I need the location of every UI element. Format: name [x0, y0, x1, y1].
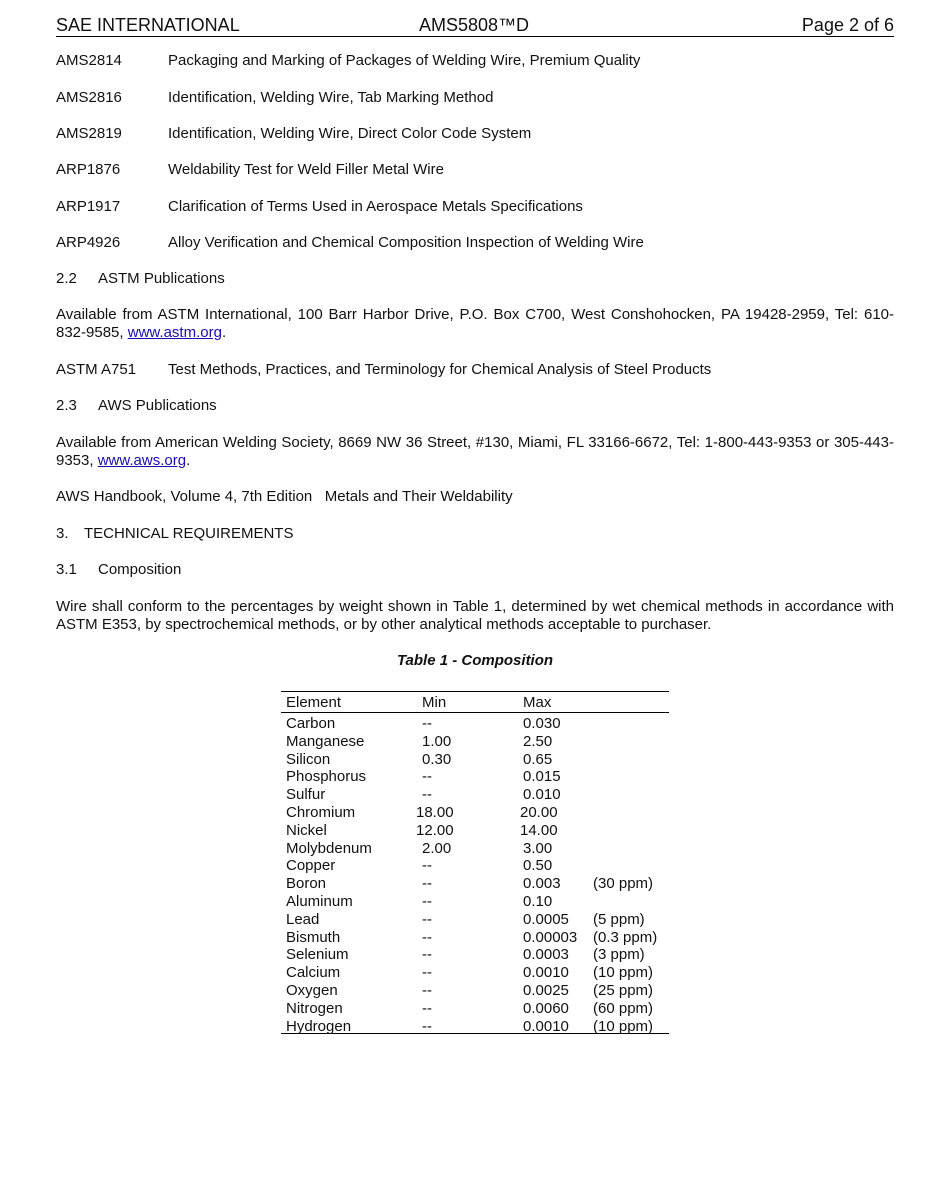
section-number: 3. [56, 525, 69, 542]
section-heading-3 [56, 525, 293, 542]
cell-min: -- [422, 875, 432, 893]
cell-ppm: (60 ppm) [593, 999, 654, 1017]
cell-ppm: (25 ppm) [593, 981, 654, 999]
cell-element: Hydrogen [286, 1017, 352, 1035]
table-row [281, 766, 669, 784]
cell-max: 0.0010 [523, 964, 569, 982]
cell-min: 18.00 [416, 803, 454, 821]
table-row [281, 731, 669, 749]
cell-element: Manganese [286, 732, 365, 750]
cell-max: 0.030 [523, 715, 561, 732]
cell-element: Nitrogen [286, 999, 343, 1017]
cell-element: Sulfur [286, 786, 326, 804]
table-header-row [281, 692, 669, 713]
section-number: 2.2 [56, 270, 77, 287]
cell-min: 2.00 [422, 839, 452, 857]
aws-website-link[interactable]: www.aws.org [97, 452, 187, 469]
section-heading-2-2 [56, 270, 225, 287]
cell-element: Phosphorus [286, 768, 367, 786]
cell-max: 0.015 [523, 768, 561, 786]
cell-element: Nickel [286, 821, 327, 839]
cell-element: Boron [286, 875, 327, 893]
cell-min: -- [422, 946, 432, 964]
table-caption: Table 1 - Composition [396, 652, 554, 669]
cell-ppm: (5 ppm) [593, 910, 645, 928]
composition-table [281, 691, 669, 1034]
reference-code: ARP1876 [56, 161, 121, 178]
table-row [281, 713, 669, 731]
table-row [281, 1016, 669, 1034]
cell-element: Calcium [286, 964, 341, 982]
cell-max: 0.65 [523, 750, 553, 768]
reference-title: Alloy Verification and Chemical Composition Inspection of Welding Wire [168, 234, 644, 251]
astm-availability-text: Available from ASTM International, 100 Barr Harbor Drive, P.O. Box C700, West Conshohocken, PA 19428-2959, Tel: 610-832-9585, [56, 306, 894, 341]
reference-title: Test Methods, Practices, and Terminology for Chemical Analysis of Steel Products [168, 361, 712, 378]
cell-element: Selenium [286, 946, 349, 964]
table-row [281, 980, 669, 998]
column-header-element: Element [286, 694, 342, 711]
cell-max: 14.00 [520, 821, 558, 839]
reference-title: Identification, Welding Wire, Tab Marking Method [168, 89, 494, 106]
cell-element: Bismuth [286, 928, 341, 946]
cell-element: Lead [286, 910, 320, 928]
reference-title: Weldability Test for Weld Filler Metal Wire [168, 161, 444, 178]
cell-max: 0.003 [523, 875, 561, 893]
column-header-max: Max [523, 694, 552, 711]
astm-website-link[interactable]: www.astm.org [127, 324, 222, 341]
cell-ppm: (10 ppm) [593, 964, 654, 982]
cell-max: 2.50 [523, 732, 553, 750]
reference-code: ARP4926 [56, 234, 121, 251]
cell-max: 0.010 [523, 786, 561, 804]
header-document-number: AMS5808™D [419, 15, 530, 35]
composition-paragraph: Wire shall conform to the percentages by weight shown in Table 1, determined by wet chemical methods in accordance with ASTM E353, by spectrochemical methods, or by other analytical methods acceptable to purchaser. [56, 598, 894, 633]
table-row [281, 962, 669, 980]
section-heading-3-1 [56, 561, 181, 578]
table-row [281, 998, 669, 1016]
table-row [281, 855, 669, 873]
cell-max: 0.00003 [523, 928, 578, 946]
cell-ppm: (10 ppm) [593, 1017, 654, 1035]
cell-min: -- [422, 768, 432, 786]
cell-min: -- [422, 1017, 432, 1035]
cell-min: -- [422, 910, 432, 928]
table-row [281, 802, 669, 820]
reference-title: Identification, Welding Wire, Direct Color Code System [168, 125, 532, 142]
reference-code: ASTM A751 [56, 361, 137, 378]
section-title: Composition [98, 561, 182, 578]
section-title: AWS Publications [98, 397, 217, 414]
header-organization: SAE INTERNATIONAL [56, 15, 240, 35]
reference-code: AMS2816 [56, 89, 122, 106]
table-row [281, 927, 669, 945]
aws-handbook-reference: AWS Handbook, Volume 4, 7th Edition Metals and Their Weldability [56, 488, 513, 505]
cell-ppm: (3 ppm) [593, 946, 645, 964]
reference-code: AMS2819 [56, 125, 122, 142]
aws-availability-paragraph [56, 434, 894, 470]
cell-max: 0.0005 [523, 910, 569, 928]
astm-availability-paragraph [56, 306, 894, 342]
cell-min: -- [422, 857, 432, 875]
table-row [281, 944, 669, 962]
cell-min: -- [422, 786, 432, 804]
page-header [56, 14, 894, 37]
reference-title: Packaging and Marking of Packages of Welding Wire, Premium Quality [168, 52, 641, 69]
section-title: TECHNICAL REQUIREMENTS [84, 525, 294, 542]
cell-max: 0.10 [523, 892, 553, 910]
cell-min: -- [422, 981, 432, 999]
cell-min: -- [422, 928, 432, 946]
table-row [281, 909, 669, 927]
cell-min: -- [422, 999, 432, 1017]
cell-min: -- [422, 892, 432, 910]
period: . [186, 452, 191, 469]
cell-element: Silicon [286, 750, 331, 768]
period: . [221, 324, 227, 341]
aws-availability-text: Available from American Welding Society, 8669 NW 36 Street, #130, Miami, FL 33166-6672, Tel: 1-800-443-9353 or 305-443-9353, [56, 434, 894, 469]
cell-max: 0.0003 [523, 946, 569, 964]
cell-max: 3.00 [523, 839, 553, 857]
cell-ppm: (0.3 ppm) [593, 928, 658, 946]
table-row [281, 838, 669, 856]
cell-min: -- [422, 964, 432, 982]
header-page-number: Page 2 of 6 [801, 15, 894, 35]
cell-max: 0.50 [523, 857, 553, 875]
cell-max: 0.0010 [523, 1017, 569, 1035]
cell-element: Oxygen [286, 981, 338, 999]
table-row [281, 891, 669, 909]
section-number: 2.3 [56, 397, 77, 414]
cell-max: 0.0060 [523, 999, 569, 1017]
reference-title: Clarification of Terms Used in Aerospace Metals Specifications [168, 198, 583, 215]
cell-min: 12.00 [416, 821, 454, 839]
cell-max: 0.0025 [523, 981, 569, 999]
section-heading-2-3 [56, 397, 217, 414]
section-title: ASTM Publications [98, 270, 225, 287]
table-body [281, 713, 669, 1033]
cell-element: Chromium [286, 803, 356, 821]
cell-min: 0.30 [422, 750, 452, 768]
cell-ppm: (30 ppm) [593, 875, 654, 893]
reference-code: ARP1917 [56, 198, 121, 215]
table-row [281, 873, 669, 891]
cell-min: 1.00 [422, 732, 452, 750]
cell-element: Aluminum [286, 892, 353, 910]
reference-code: AMS2814 [56, 52, 122, 69]
table-row [281, 784, 669, 802]
cell-element: Carbon [286, 715, 336, 732]
table-row [281, 820, 669, 838]
column-header-min: Min [422, 694, 447, 711]
cell-element: Copper [286, 857, 336, 875]
section-number: 3.1 [56, 561, 77, 578]
cell-element: Molybdenum [286, 839, 372, 857]
cell-max: 20.00 [520, 803, 558, 821]
cell-min: -- [422, 715, 432, 732]
table-row [281, 749, 669, 767]
